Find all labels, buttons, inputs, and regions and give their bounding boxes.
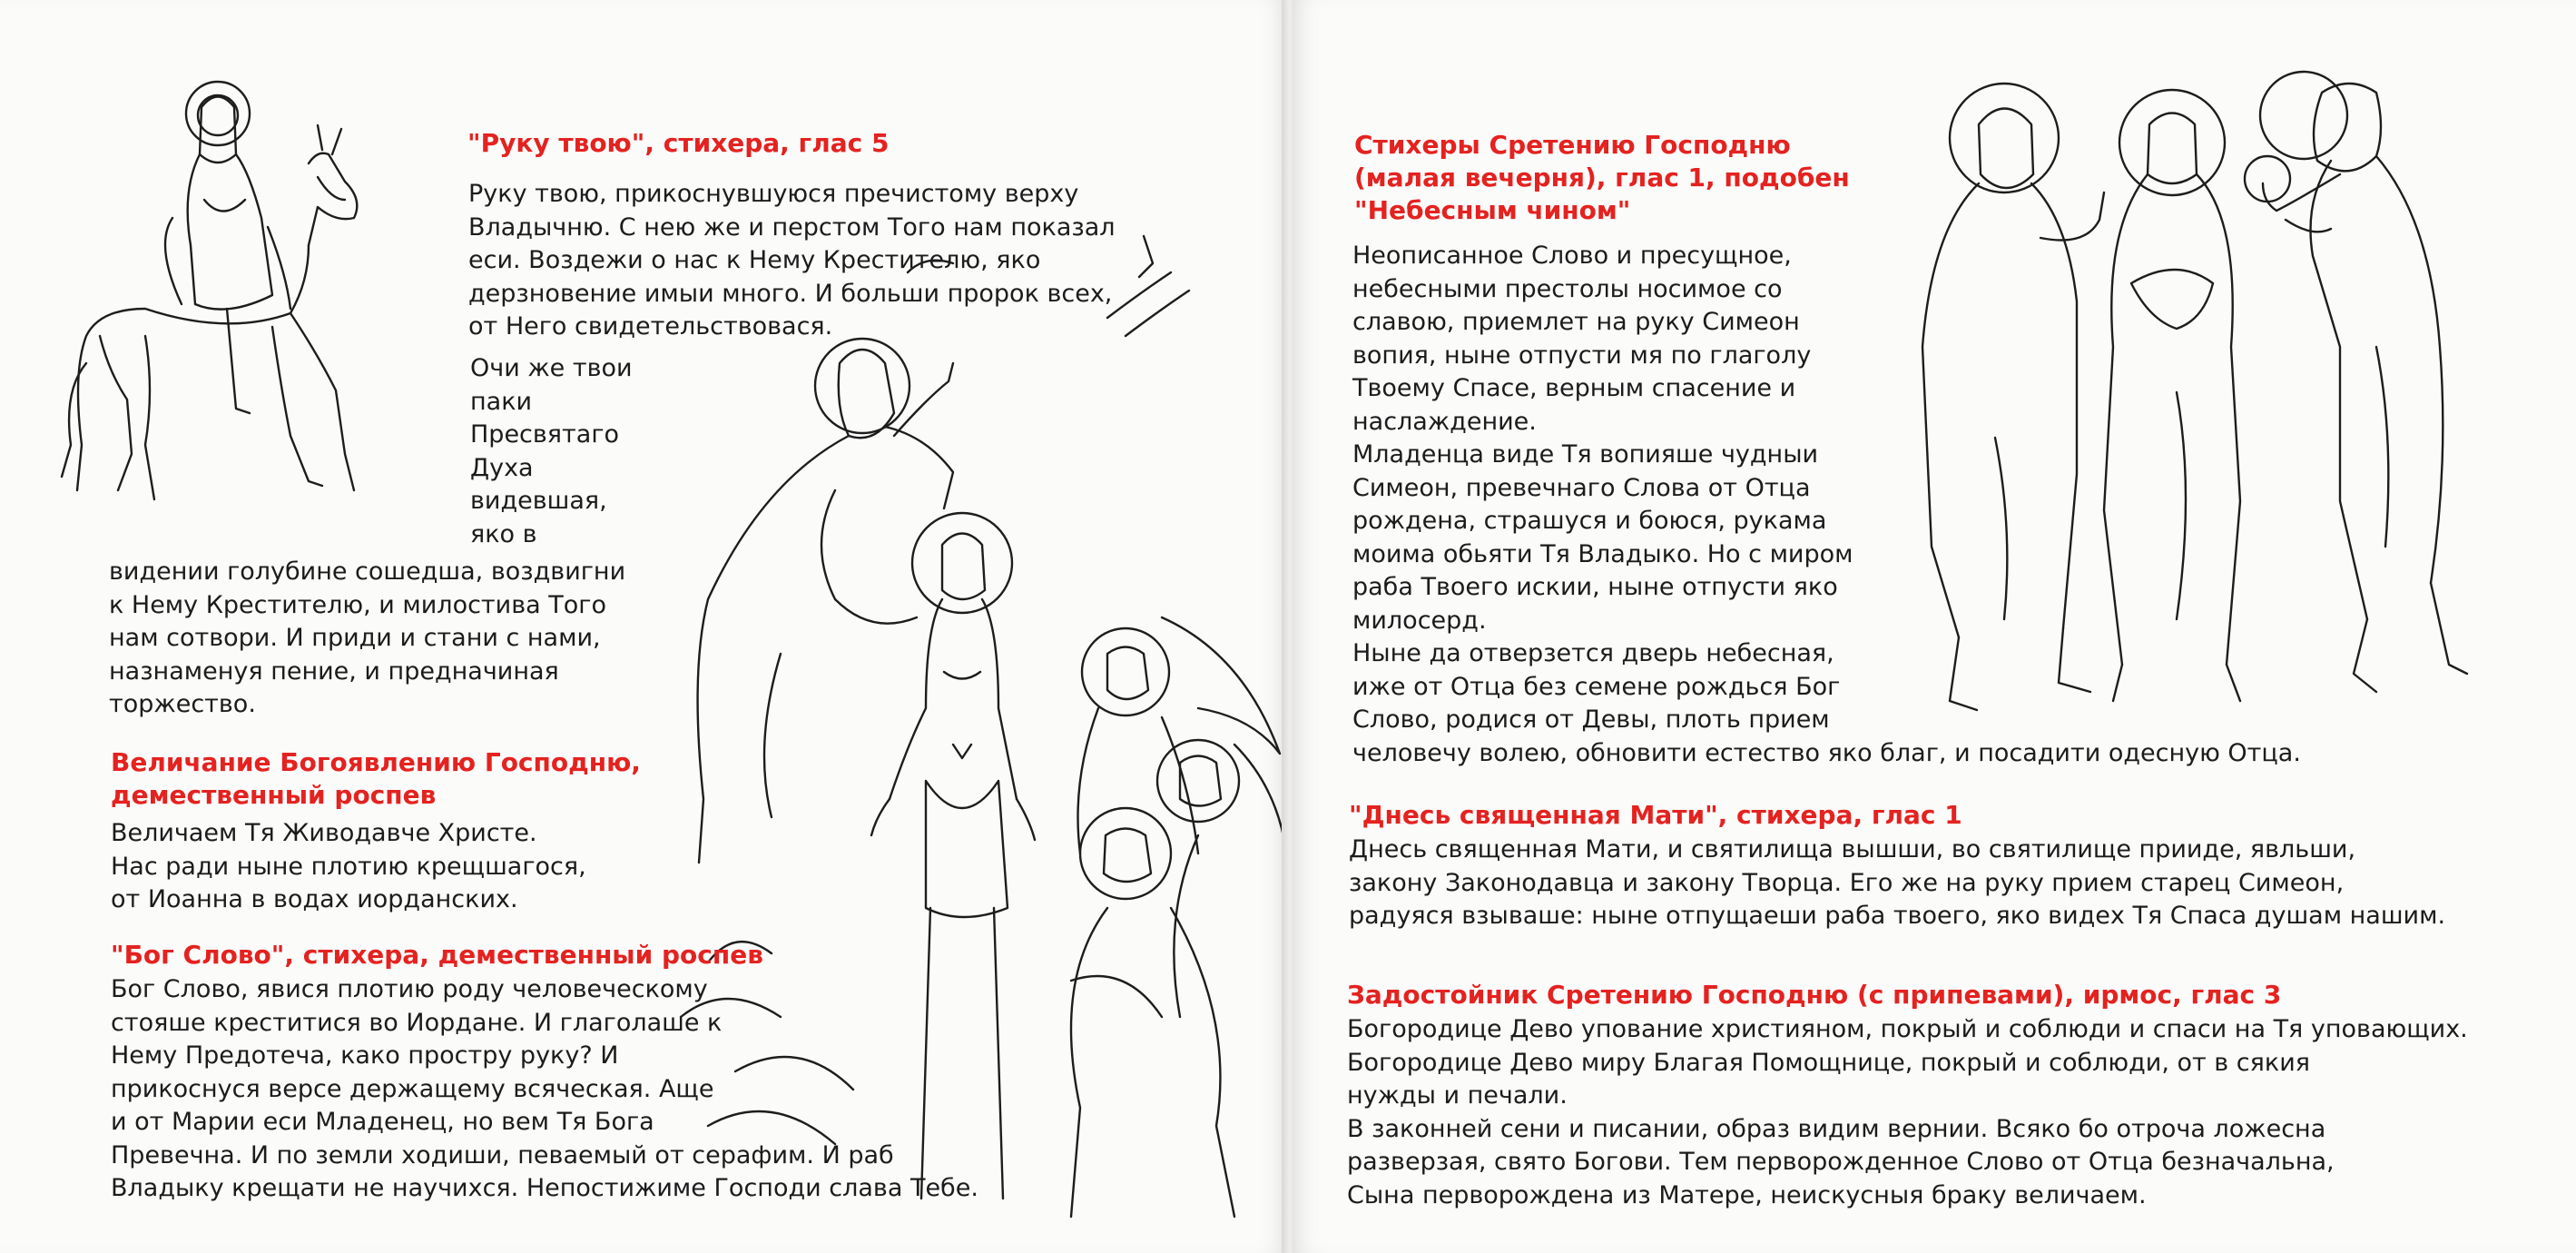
hymn-ruku-narrow-text: [470, 352, 633, 551]
hymn-ruku-title: "Руку твою", стихера, глас 5: [467, 128, 890, 158]
text-line: еси. Воздежи о нас к Нему Крестителю, яко: [468, 246, 1041, 274]
text-line: человечу волею, обновити естество яко благ, и посадити одесную Отца.: [1352, 738, 2301, 767]
text-line: наслаждение.: [1352, 407, 1537, 436]
text-line: к Нему Крестителю, и милостива Того: [109, 590, 606, 619]
text-line: паки: [470, 387, 533, 416]
text-line: и от Марии еси Младенец, но вем Тя Бога: [111, 1108, 654, 1136]
hymn-ruku-wide-text: [109, 556, 625, 722]
hymn-ruku-text: [468, 178, 1116, 344]
velichanie-text: [111, 817, 586, 917]
text-line: иже от Отца без семене рождься Бог: [1352, 672, 1841, 701]
text-line: Богородице Дево упование християном, покрый и соблюди и спаси на Тя уповающих.: [1347, 1015, 2468, 1043]
text-line: милосерд.: [1352, 606, 1487, 635]
dnes-title: "Днесь священная Мати", стихера, глас 1: [1349, 800, 1962, 830]
dnes-text: [1349, 834, 2445, 933]
text-line: Младенца виде Тя вопияше чудныи: [1352, 440, 1819, 469]
right-page: [1294, 0, 2576, 1253]
bog-slovo-title: "Бог Слово", стихера, демественный роспев: [111, 940, 763, 970]
text-line: видевшая,: [470, 487, 607, 515]
text-line: Слово, родися от Девы, плоть прием: [1352, 705, 1830, 734]
text-line: Владычню. С нею же и перстом Того нам показал: [468, 212, 1116, 242]
text-line: моима обьяти Тя Владыко. Но с миром: [1352, 539, 1853, 568]
text-line: Пресвятаго: [470, 420, 620, 449]
text-line: нам сотвори. И приди и стани с нами,: [109, 624, 601, 652]
text-line: Богородице Дево миру Благая Помощнице, покрый и соблюди, от в сякия: [1347, 1048, 2310, 1077]
text-line: торжество.: [109, 690, 256, 718]
text-line: В законней сени и писании, образ видим вернии. Всяко бо отроча ложесна: [1347, 1114, 2326, 1143]
text-line: Духа: [470, 453, 534, 482]
text-line: раба Твоего искии, ныне отпусти яко: [1352, 573, 1838, 601]
text-line: Сына перворождена из Матере, неискусныя браку величаем.: [1347, 1180, 2147, 1209]
title-line: Величание Богоявлению Господню,: [111, 747, 641, 777]
text-line: Превечна. И по земли ходиши, певаемый от серафим. И раб: [111, 1140, 894, 1169]
title-line: (малая вечерня), глас 1, подобен: [1354, 163, 1850, 192]
text-line: назнаменуя пение, и предначиная: [109, 656, 559, 686]
text-line: рождена, страшуся и боюся, рукама: [1352, 507, 1827, 535]
text-line: Днесь священная Мати, и святилища вышши, во святилище прииде, явльши,: [1349, 835, 2356, 863]
text-line: Твоему Спасе, верным спасение и: [1352, 374, 1796, 402]
text-line: видении голубине сошедша, воздвигни: [109, 557, 626, 586]
text-line: радуяся взываше: ныне отпущаеши раба твоего, яко видех Тя Спаса душам нашим.: [1349, 902, 2446, 930]
text-line: Нас ради ныне плотию крещшагося,: [111, 852, 586, 881]
title-line: "Небесным чином": [1354, 195, 1631, 225]
text-line: Бог Слово, явися плотию роду человеческому: [111, 975, 708, 1003]
title-line: Стихеры Сретению Господню: [1354, 130, 1791, 160]
text-line: яко в: [470, 519, 537, 548]
text-line: прикоснуся версе держащему всяческая. Аще: [111, 1074, 714, 1103]
text-line: от Него свидетельствовася.: [468, 312, 833, 340]
text-line: Симеон, превечнаго Слова от Отца: [1352, 473, 1811, 502]
text-line: нужды и печали.: [1347, 1081, 1568, 1110]
title-line: демественный роспев: [111, 780, 437, 810]
text-line: Нему Предотеча, како простру руку? И: [111, 1041, 619, 1070]
text-line: небесными престолы носимое со: [1352, 274, 1783, 303]
virgin-on-donkey-drawing: [45, 64, 427, 572]
zadostoinik-title: Задостойник Сретению Господню (с припевами), ирмос, глас 3: [1347, 980, 2282, 1010]
text-line: закону Законодавца и закону Творца. Его же на руку прием старец Симеон,: [1349, 868, 2345, 897]
text-line: разверзая, свято Богови. Тем перворожденное Слово от Отца безначальна,: [1347, 1148, 2335, 1176]
left-page: [0, 0, 1285, 1253]
stihery-title: [1354, 129, 1850, 227]
text-line: славою, приемлет на руку Симеон: [1352, 308, 1800, 336]
stihery-text: [1352, 240, 2301, 770]
text-line: Очи же твои: [470, 354, 633, 382]
text-line: вопия, ныне отпусти мя по глаголу: [1352, 340, 1812, 370]
text-line: Ныне да отверзется дверь небесная,: [1352, 639, 1834, 667]
text-line: Владыку крещати не научихся. Непостижиме Господи слава Тебе.: [111, 1174, 978, 1202]
velichanie-title: [111, 746, 641, 812]
text-line: стояше креститися во Иордане. И глаголаше к: [111, 1008, 723, 1037]
text-line: Величаем Тя Живодавче Христе.: [111, 819, 537, 847]
text-line: Руку твою, прикоснувшуюся пречистому верху: [468, 180, 1079, 208]
zadostoinik-text: [1347, 1013, 2468, 1212]
text-line: Неописанное Слово и пресущное,: [1352, 242, 1792, 270]
text-line: дерзновение имыи много. И больши пророк всех,: [468, 279, 1113, 308]
text-line: от Иоанна в водах иорданских.: [111, 885, 518, 913]
bog-slovo-text: [111, 973, 978, 1206]
